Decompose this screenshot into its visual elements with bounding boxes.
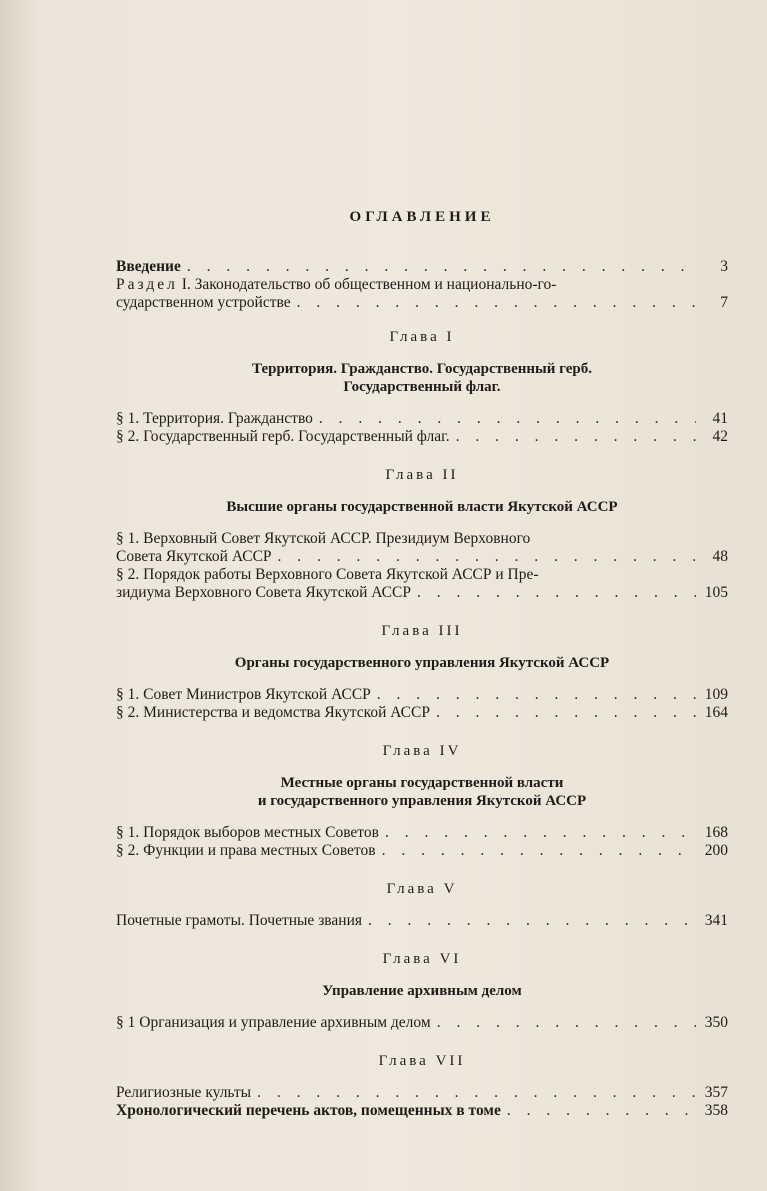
section-line-2	[116, 294, 728, 312]
spacer	[116, 1032, 728, 1036]
leader-dots	[377, 686, 696, 704]
entry-page: 350	[704, 1014, 728, 1031]
entry-line	[116, 1102, 728, 1120]
entry-label: § 2. Министерства и ведомства Якутской АССР	[116, 704, 430, 721]
entry-label: сударственном устройстве	[116, 294, 291, 311]
spacer	[116, 446, 728, 450]
section-prefix: Раздел	[116, 276, 178, 293]
toc-entry[interactable]	[116, 912, 728, 930]
entry-line	[116, 584, 728, 602]
entry-page: 200	[704, 842, 728, 859]
entry-page: 105	[704, 584, 728, 601]
entry-label: § 1 Организация и управление архивным делом	[116, 1014, 431, 1031]
leader-dots	[456, 428, 696, 446]
toc-entry[interactable]	[116, 1084, 728, 1102]
leader-dots	[417, 584, 696, 602]
spacer	[116, 930, 728, 934]
entry-page: 41	[712, 410, 728, 427]
entry-page: 341	[704, 912, 728, 929]
entry-label: § 1. Порядок выборов местных Советов	[116, 824, 379, 841]
toc-entry[interactable]	[116, 824, 728, 842]
chapters-list	[116, 328, 728, 1124]
chapter-block	[116, 742, 728, 864]
entry-line	[116, 548, 728, 566]
leader-dots	[297, 294, 696, 312]
chapter-title-line: и государственного управления Якутской АССР	[257, 793, 587, 809]
chapter-block	[116, 328, 728, 450]
entry-page: 7	[720, 294, 728, 311]
toc-entry[interactable]	[116, 530, 728, 566]
entry-line	[116, 1084, 728, 1102]
chapter-title-line: Местные органы государственной власти	[280, 775, 564, 791]
entry-label: Почетные грамоты. Почетные звания	[116, 912, 363, 929]
chapter-label: Глава VII	[378, 1053, 466, 1069]
toc-entry[interactable]	[116, 1014, 728, 1032]
toc-entry[interactable]	[116, 686, 728, 704]
entry-page: 358	[704, 1102, 728, 1119]
entry-label: Хронологический перечень актов, помещенных в томе	[116, 1102, 501, 1119]
chapter-block	[116, 950, 728, 1036]
entry-line: § 2. Порядок работы Верховного Совета Якутской АССР и Пре-	[116, 566, 539, 583]
entry-line	[116, 410, 728, 428]
entry-label: Введение	[116, 258, 181, 275]
chapter-title-line: Территория. Гражданство. Государственный герб.	[252, 361, 592, 377]
chapter-label: Глава I	[389, 329, 455, 345]
chapter-block	[116, 466, 728, 606]
entry-label: § 2. Функции и права местных Советов	[116, 842, 376, 859]
chapter-label: Глава II	[385, 467, 459, 483]
leader-dots	[187, 258, 696, 276]
chapter-block	[116, 1052, 728, 1124]
spacer	[116, 722, 728, 726]
table-of-contents	[116, 208, 728, 1124]
chapter-title	[116, 498, 728, 516]
chapter-block	[116, 880, 728, 934]
leader-dots	[278, 548, 696, 566]
chapter-label: Глава III	[381, 623, 463, 639]
toc-entry[interactable]	[116, 428, 728, 446]
entry-label: § 1. Совет Министров Якутской АССР	[116, 686, 371, 703]
chapter-title	[116, 360, 728, 396]
leader-dots	[319, 410, 696, 428]
spacer	[116, 1120, 728, 1124]
toc-entry[interactable]	[116, 842, 728, 860]
entry-line	[116, 428, 728, 446]
leader-dots	[437, 1014, 696, 1032]
entry-page: 357	[704, 1084, 728, 1101]
toc-entry[interactable]	[116, 704, 728, 722]
entry-label: § 2. Государственный герб. Государственный флаг.	[116, 428, 450, 445]
entry-page: 3	[720, 258, 728, 275]
chapter-title-line: Управление архивным делом	[322, 983, 522, 999]
chapter-title-line: Органы государственного управления Якутской АССР	[234, 655, 610, 671]
spacer	[116, 602, 728, 606]
chapter-title	[116, 654, 728, 672]
chapter-title-line: Государственный флаг.	[343, 379, 501, 395]
chapter-title	[116, 982, 728, 1000]
entry-line	[116, 824, 728, 842]
entry-line	[116, 1014, 728, 1032]
leader-dots	[436, 704, 696, 722]
toc-entry[interactable]	[116, 410, 728, 428]
entry-label: Совета Якутской АССР	[116, 548, 272, 565]
spacer	[116, 860, 728, 864]
entry-line	[116, 912, 728, 930]
entry-page: 109	[704, 686, 728, 703]
toc-entry[interactable]	[116, 566, 728, 602]
section-text: I. Законодательство об общественном и национально-го-	[181, 276, 557, 293]
chapter-label: Глава V	[386, 881, 458, 897]
chapter-block	[116, 622, 728, 726]
chapter-title	[116, 774, 728, 810]
entry-line	[116, 704, 728, 722]
entry-label: Религиозные культы	[116, 1084, 252, 1101]
entry-page: 168	[704, 824, 728, 841]
leader-dots	[507, 1102, 696, 1120]
toc-entry-intro[interactable]	[116, 258, 728, 276]
chapter-label: Глава IV	[382, 743, 462, 759]
toc-entry[interactable]	[116, 1102, 728, 1120]
entry-label: зидиума Верховного Совета Якутской АССР	[116, 584, 411, 601]
entry-page: 48	[712, 548, 728, 565]
entry-page: 164	[704, 704, 728, 721]
chapter-title-line: Высшие органы государственной власти Якутской АССР	[226, 499, 618, 515]
section-line-1	[116, 276, 728, 294]
entry-label: § 1. Территория. Гражданство	[116, 410, 313, 427]
entry-line	[116, 842, 728, 860]
toc-entry-section-1[interactable]	[116, 276, 728, 312]
leader-dots	[257, 1084, 696, 1102]
leader-dots	[382, 842, 696, 860]
leader-dots	[385, 824, 696, 842]
entry-line	[116, 686, 728, 704]
entry-page: 42	[712, 428, 728, 445]
chapter-label: Глава VI	[382, 951, 462, 967]
entry-line: § 1. Верховный Совет Якутской АССР. Президиум Верховного	[116, 530, 531, 547]
leader-dots	[368, 912, 696, 930]
toc-heading: ОГЛАВЛЕНИЕ	[349, 209, 495, 225]
